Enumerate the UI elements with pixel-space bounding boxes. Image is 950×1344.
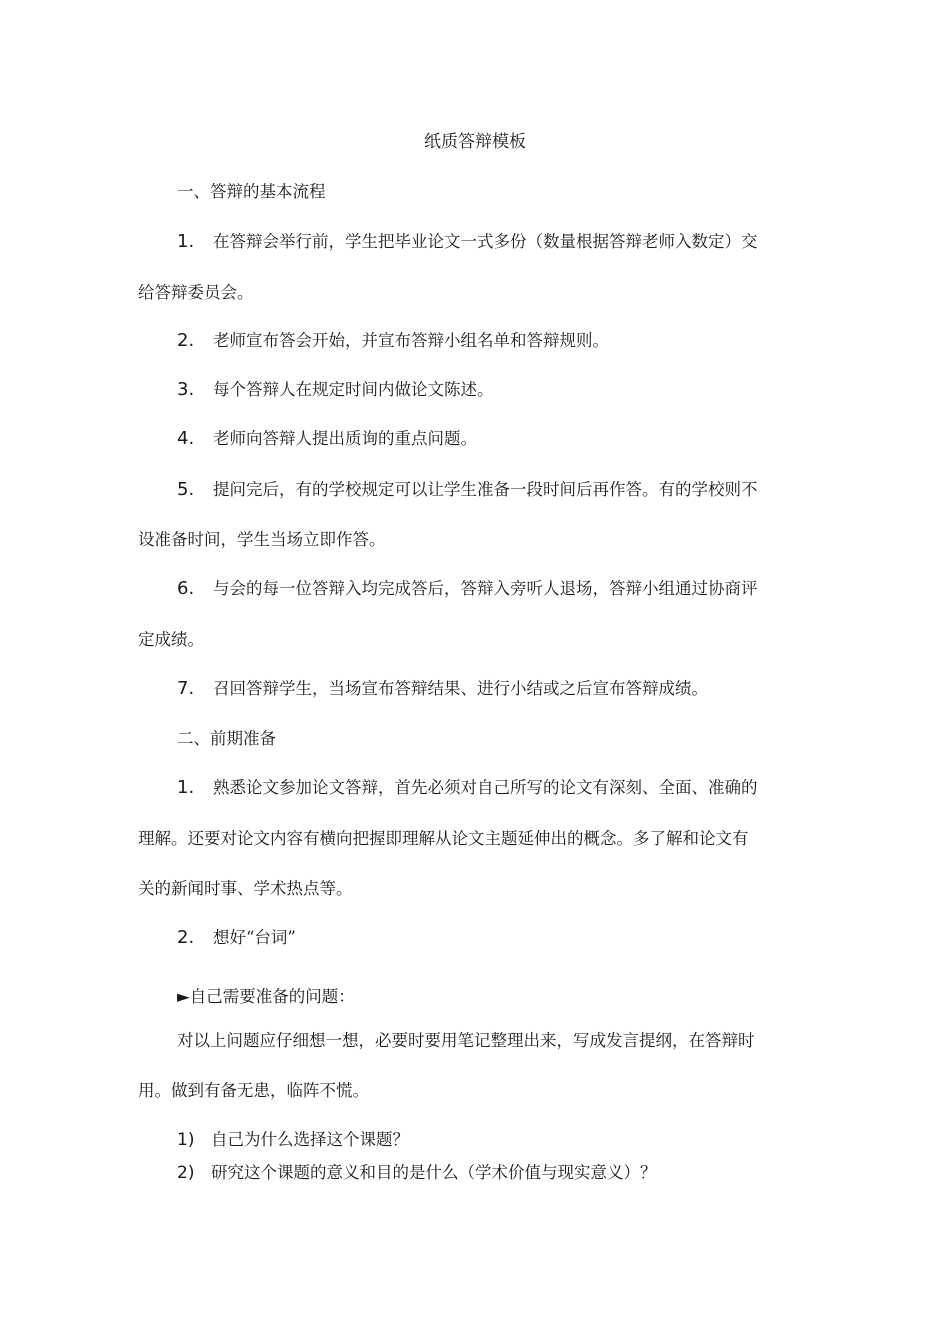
item-text-continued: 理解。还要对论文内容有横向把握即理解从论文主题延伸出的概念。多了解和论文有 <box>138 829 749 848</box>
list-item <box>177 379 817 401</box>
item-number: 3. <box>177 379 195 400</box>
item-text-continued: 设准备时间，学生当场立即作答。 <box>138 530 386 549</box>
question-text: 自己为什么选择这个课题？ <box>211 1130 409 1149</box>
item-number: 5. <box>177 479 195 500</box>
section-heading-process: 一、答辩的基本流程 <box>177 182 326 201</box>
item-text: 想好“台词” <box>213 928 296 947</box>
list-item <box>177 777 817 799</box>
list-item <box>177 578 817 600</box>
question-number: 1) <box>177 1130 195 1150</box>
item-text-continued: 给答辩委员会。 <box>138 283 254 302</box>
item-text-continued: 定成绩。 <box>138 630 204 649</box>
item-text: 在答辩会举行前，学生把毕业论文一式多份（数量根据答辩老师入数定）交 <box>213 232 758 251</box>
item-number: 1. <box>177 777 195 798</box>
list-item <box>177 479 817 501</box>
question-item <box>177 1129 817 1151</box>
question-item <box>177 1162 817 1184</box>
document-title: 纸质答辩模板 <box>424 132 526 152</box>
item-text: 提问完后，有的学校规定可以让学生准备一段时间后再作答。有的学校则不 <box>213 480 758 499</box>
section-heading-preparation: 二、前期准备 <box>177 729 276 748</box>
question-text: 研究这个课题的意义和目的是什么（学术价值与现实意义）？ <box>211 1163 657 1182</box>
bullet-heading: ►自己需要准备的问题： <box>177 987 355 1006</box>
list-item <box>177 428 817 450</box>
item-number: 6. <box>177 578 195 599</box>
list-item <box>177 231 817 253</box>
item-text-continued: 关的新闻时事、学术热点等。 <box>138 879 353 898</box>
item-number: 2. <box>177 330 195 351</box>
list-item <box>177 678 817 700</box>
item-text: 熟悉论文参加论文答辩，首先必须对自己所写的论文有深刻、全面、准确的 <box>213 778 758 797</box>
paragraph-line: 用。做到有备无患，临阵不慌。 <box>138 1081 369 1100</box>
question-number: 2) <box>177 1163 195 1183</box>
item-number: 7. <box>177 678 195 699</box>
paragraph-line: 对以上问题应仔细想一想，必要时要用笔记整理出来，写成发言提纲，在答辩时 <box>177 1031 755 1050</box>
item-text: 老师宣布答会开始，并宣布答辩小组名单和答辩规则。 <box>213 331 609 350</box>
item-text: 每个答辩人在规定时间内做论文陈述。 <box>213 380 494 399</box>
item-number: 1. <box>177 231 195 252</box>
item-text: 召回答辩学生，当场宣布答辩结果、进行小结或之后宣布答辩成绩。 <box>213 679 708 698</box>
list-item <box>177 330 817 352</box>
item-number: 4. <box>177 428 195 449</box>
item-number: 2. <box>177 927 195 948</box>
item-text: 与会的每一位答辩入均完成答后，答辩入旁听人退场，答辩小组通过协商评 <box>213 579 758 598</box>
item-text: 老师向答辩人提出质询的重点问题。 <box>213 429 477 448</box>
list-item <box>177 927 817 949</box>
